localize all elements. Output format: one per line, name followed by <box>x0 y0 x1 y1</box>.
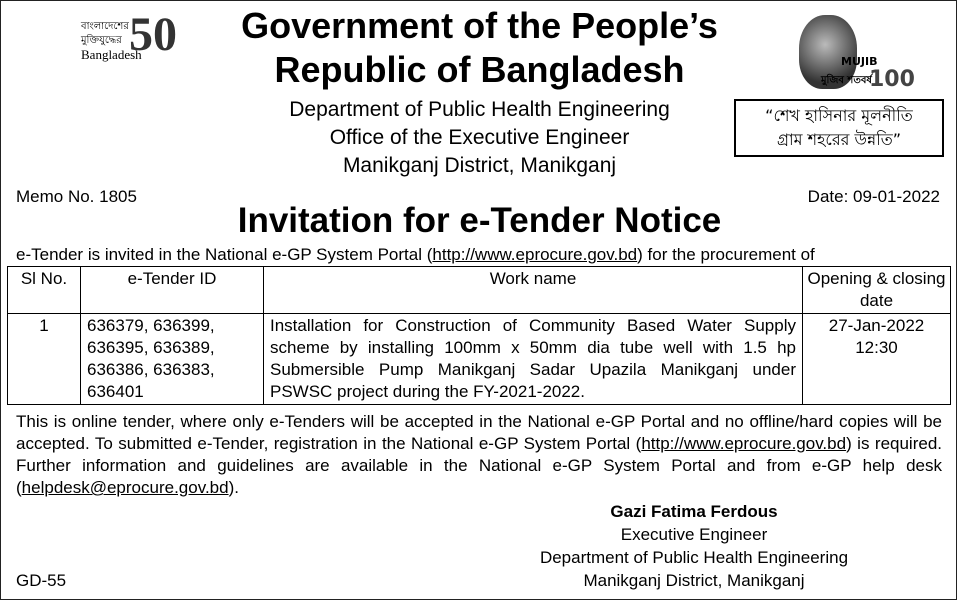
mujib-number: 100 <box>869 67 915 92</box>
header-work-name: Work name <box>264 267 803 314</box>
opening-date: 27-Jan-2022 <box>828 316 925 335</box>
opening-time: 12:30 <box>855 338 898 357</box>
eprocure-link-2[interactable]: http://www.eprocure.gov.bd <box>641 434 847 453</box>
signatory-title: Executive Engineer <box>620 525 768 544</box>
table-row <box>8 314 951 405</box>
tender-table <box>7 266 951 405</box>
header-sl: Sl No. <box>8 267 81 314</box>
row-work-name: Installation for Construction of Community Based Water Supply scheme by installing 100mm x 50mm dia tube well with 1.5 hp Submersible Pump Manikganj Sadar Upazila Manikganj under PSWSC project during the FY-2021-2022. <box>264 314 803 405</box>
title-line2: Republic of Bangladesh <box>274 49 685 90</box>
logo-number: 50 <box>129 8 177 61</box>
slogan-box <box>734 99 944 157</box>
signatory-name: Gazi Fatima Ferdous <box>610 502 778 521</box>
notice-date: Date: 09-01-2022 <box>807 187 940 206</box>
header-opening-date: Opening & closing date <box>803 267 951 314</box>
table-header-row <box>8 267 951 314</box>
para-part2: ) is required. Further information and guidelines are available in the National e-GP System Portal and from e-GP help desk ( <box>16 434 943 497</box>
slogan-line1: “শেখ হাসিনার মূলনীতি <box>765 106 913 125</box>
memo-number: Memo No. 1805 <box>16 187 137 206</box>
slogan-line2: গ্রাম শহরের উন্নতি” <box>776 130 902 149</box>
row-tender-ids: 636379, 636399, 636395, 636389, 636386, 636383, 636401 <box>81 314 264 405</box>
mujib-bn-label: মুজিব শতবর্ষ <box>821 75 872 86</box>
instructions-paragraph <box>16 411 942 499</box>
para-part1: This is online tender, where only e-Tenders will be accepted in the National e-GP Portal and no offline/hard copies will be accepted. To submitted e-Tender, registration in the National e-GP System Portal ( <box>16 412 942 453</box>
intro-before: e-Tender is invited in the National e-GP System Portal ( <box>16 245 433 264</box>
logo-bn-line2: মুক্তিযুদ্ধের <box>81 35 122 46</box>
district-name: Manikganj District, Manikganj <box>342 154 617 177</box>
para-part3: ). <box>228 478 239 497</box>
row-sl: 1 <box>8 314 81 405</box>
logo-bn-line1: বাংলাদেশের <box>81 21 129 32</box>
office-name: Office of the Executive Engineer <box>329 126 630 149</box>
helpdesk-email-link[interactable]: helpdesk@eprocure.gov.bd <box>21 478 229 497</box>
eprocure-link[interactable]: http://www.eprocure.gov.bd <box>432 245 638 264</box>
mujib-label: MUJIB <box>841 55 878 68</box>
notice-headline: Invitation for e-Tender Notice <box>237 201 722 240</box>
department-name: Department of Public Health Engineering <box>289 98 670 121</box>
intro-after: ) for the procurement of <box>637 245 815 264</box>
notice-code: GD-55 <box>16 571 67 590</box>
mujib-100-logo <box>785 11 915 96</box>
row-opening-date <box>803 314 951 405</box>
header-tender-id: e-Tender ID <box>81 267 264 314</box>
logo-en-text: Bangladesh <box>81 47 142 62</box>
signatory-district: Manikganj District, Manikganj <box>583 571 805 590</box>
title-line1: Government of the People’s <box>241 5 718 46</box>
intro-text <box>16 245 815 265</box>
signatory-department: Department of Public Health Engineering <box>539 548 849 567</box>
